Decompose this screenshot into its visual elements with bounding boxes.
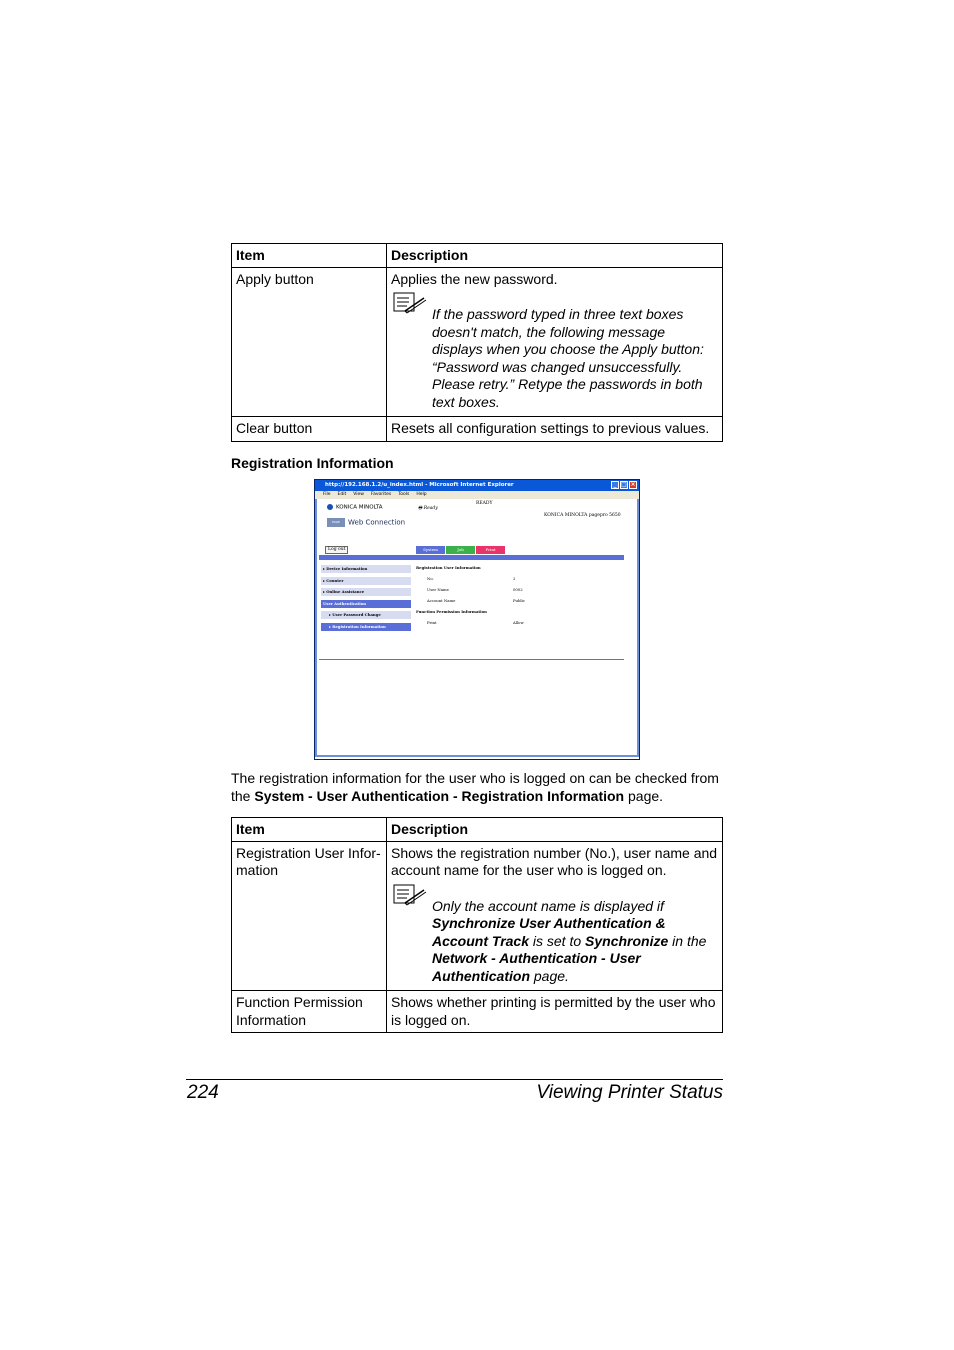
header-divider — [319, 555, 624, 560]
printer-icon: 🖶 — [418, 506, 423, 511]
menu-edit[interactable]: Edit — [337, 492, 347, 497]
note-pencil-icon — [393, 884, 427, 906]
table-row — [232, 841, 723, 991]
note-pencil-icon — [393, 292, 427, 314]
user-name-label: User Name — [427, 587, 449, 592]
note-text-a: Only the account name is displayed if — [432, 897, 664, 914]
nav-user-password-change[interactable]: ▸ User Password Change — [321, 611, 411, 619]
menu-view[interactable]: View — [353, 492, 364, 497]
note-text-g: page. — [530, 967, 569, 984]
ready-indicator — [418, 504, 438, 512]
description-text: Shows the registration number (No.), user name and account name for the user who is logged on. — [391, 844, 718, 878]
apply-clear-table — [231, 243, 723, 442]
menu-tools[interactable]: Tools — [398, 492, 410, 497]
note — [391, 306, 718, 413]
account-name-value: Public — [513, 598, 525, 603]
paragraph-tail: page. — [624, 788, 664, 804]
function-permission-heading: Function Permission Information — [416, 609, 487, 614]
row-item: Registration User Infor-mation — [232, 841, 387, 991]
nav-user-authentication[interactable]: User Authentication — [321, 600, 411, 608]
brand-logo — [327, 504, 383, 511]
print-label: Print — [427, 620, 437, 625]
menu-help[interactable]: Help — [416, 492, 427, 497]
row-description: Resets all configuration settings to previous values. — [387, 417, 723, 442]
description-text: Applies the new password. — [391, 270, 558, 287]
table-row — [232, 417, 723, 442]
user-name-value: 0002 — [513, 587, 523, 592]
table-row — [232, 991, 723, 1033]
nav-online-assistance[interactable]: ▸ Online Assistance — [321, 588, 411, 596]
pagescope-icon: PAGE SCOPE — [327, 518, 345, 527]
note-text-e: in the — [668, 932, 707, 949]
minimize-icon[interactable]: _ — [611, 481, 619, 489]
account-name-label: Account Name — [427, 598, 456, 603]
registration-info-table — [231, 817, 723, 1033]
browser-title-bar — [315, 480, 639, 491]
info-row — [416, 587, 622, 592]
row-item: Function Permission Information — [232, 991, 387, 1033]
no-label: No. — [427, 576, 434, 581]
browser-menu-bar — [315, 491, 639, 499]
menu-file[interactable]: File — [323, 492, 331, 497]
ready-label: Ready — [423, 506, 438, 511]
footer-rule — [186, 1079, 723, 1080]
tab-job[interactable]: Job — [446, 546, 475, 554]
header-item: Item — [232, 244, 387, 268]
window-controls — [611, 481, 637, 489]
note-text-b: Synchronize User Authentication & Account Track — [432, 915, 666, 949]
nav-registration-information[interactable]: ▸ Registration Information — [321, 623, 411, 631]
registration-content — [416, 565, 622, 631]
note-text-c: is set to — [529, 932, 586, 949]
info-row — [416, 576, 622, 581]
note-text: If the password typed in three text boxes doesn't match, the following message displays when you choose the Apply button: “Password was changed unsuccessfully. Please retry.” Retype the passwords in both text boxes. — [432, 306, 704, 410]
info-row — [416, 598, 622, 603]
no-value: 2 — [513, 576, 516, 581]
left-navigation — [321, 565, 411, 634]
page-number: 224 — [187, 1082, 219, 1103]
browser-content — [315, 499, 639, 757]
table-header — [232, 244, 723, 268]
main-tabs — [416, 546, 505, 554]
web-connection-logo — [327, 518, 406, 533]
table-header — [232, 818, 723, 842]
content-divider — [319, 659, 624, 660]
maximize-icon[interactable]: □ — [621, 481, 627, 488]
note-text-f: Network - Authentication - User Authentication — [432, 950, 641, 984]
info-row — [416, 620, 622, 625]
paragraph-lead: The registration information for the user who is logged on can be checked from the — [231, 770, 719, 804]
menu-favorites[interactable]: Favorites — [370, 492, 392, 497]
status-text: READY — [476, 501, 493, 506]
product-name: Web Connection — [348, 518, 406, 527]
paragraph-path: System - User Authentication - Registration Information — [254, 788, 625, 804]
row-description: Shows whether printing is permitted by the user who is logged on. — [387, 991, 723, 1033]
registration-user-info-heading: Registration User Information — [416, 565, 481, 570]
tab-system[interactable]: System — [416, 546, 445, 554]
section-heading: Registration Information — [231, 455, 394, 471]
close-icon[interactable]: × — [630, 481, 636, 488]
row-item: Apply button — [232, 267, 387, 417]
browser-title: http://192.168.1.2/u_index.html - Microsoft Internet Explorer — [325, 482, 514, 488]
nav-device-information[interactable]: ▸ Device Information — [321, 565, 411, 573]
browser-screenshot — [314, 479, 640, 760]
row-description — [387, 267, 723, 417]
body-paragraph — [231, 769, 726, 805]
table-row — [232, 267, 723, 417]
note — [391, 898, 718, 988]
row-item: Clear button — [232, 417, 387, 442]
nav-counter[interactable]: ▸ Counter — [321, 577, 411, 585]
logout-button[interactable]: Log out — [325, 546, 348, 554]
model-name: KONICA MINOLTA pagepro 5650 — [544, 513, 621, 518]
header-item: Item — [232, 818, 387, 842]
note-text-d: Synchronize — [585, 932, 669, 949]
print-value: Allow — [513, 620, 524, 625]
row-description — [387, 841, 723, 991]
konica-logo-icon — [327, 504, 333, 510]
tab-print[interactable]: Print — [476, 546, 505, 554]
header-description: Description — [387, 818, 723, 842]
brand-name: KONICA MINOLTA — [336, 504, 383, 511]
chapter-title: Viewing Printer Status — [536, 1082, 723, 1103]
header-description: Description — [387, 244, 723, 268]
